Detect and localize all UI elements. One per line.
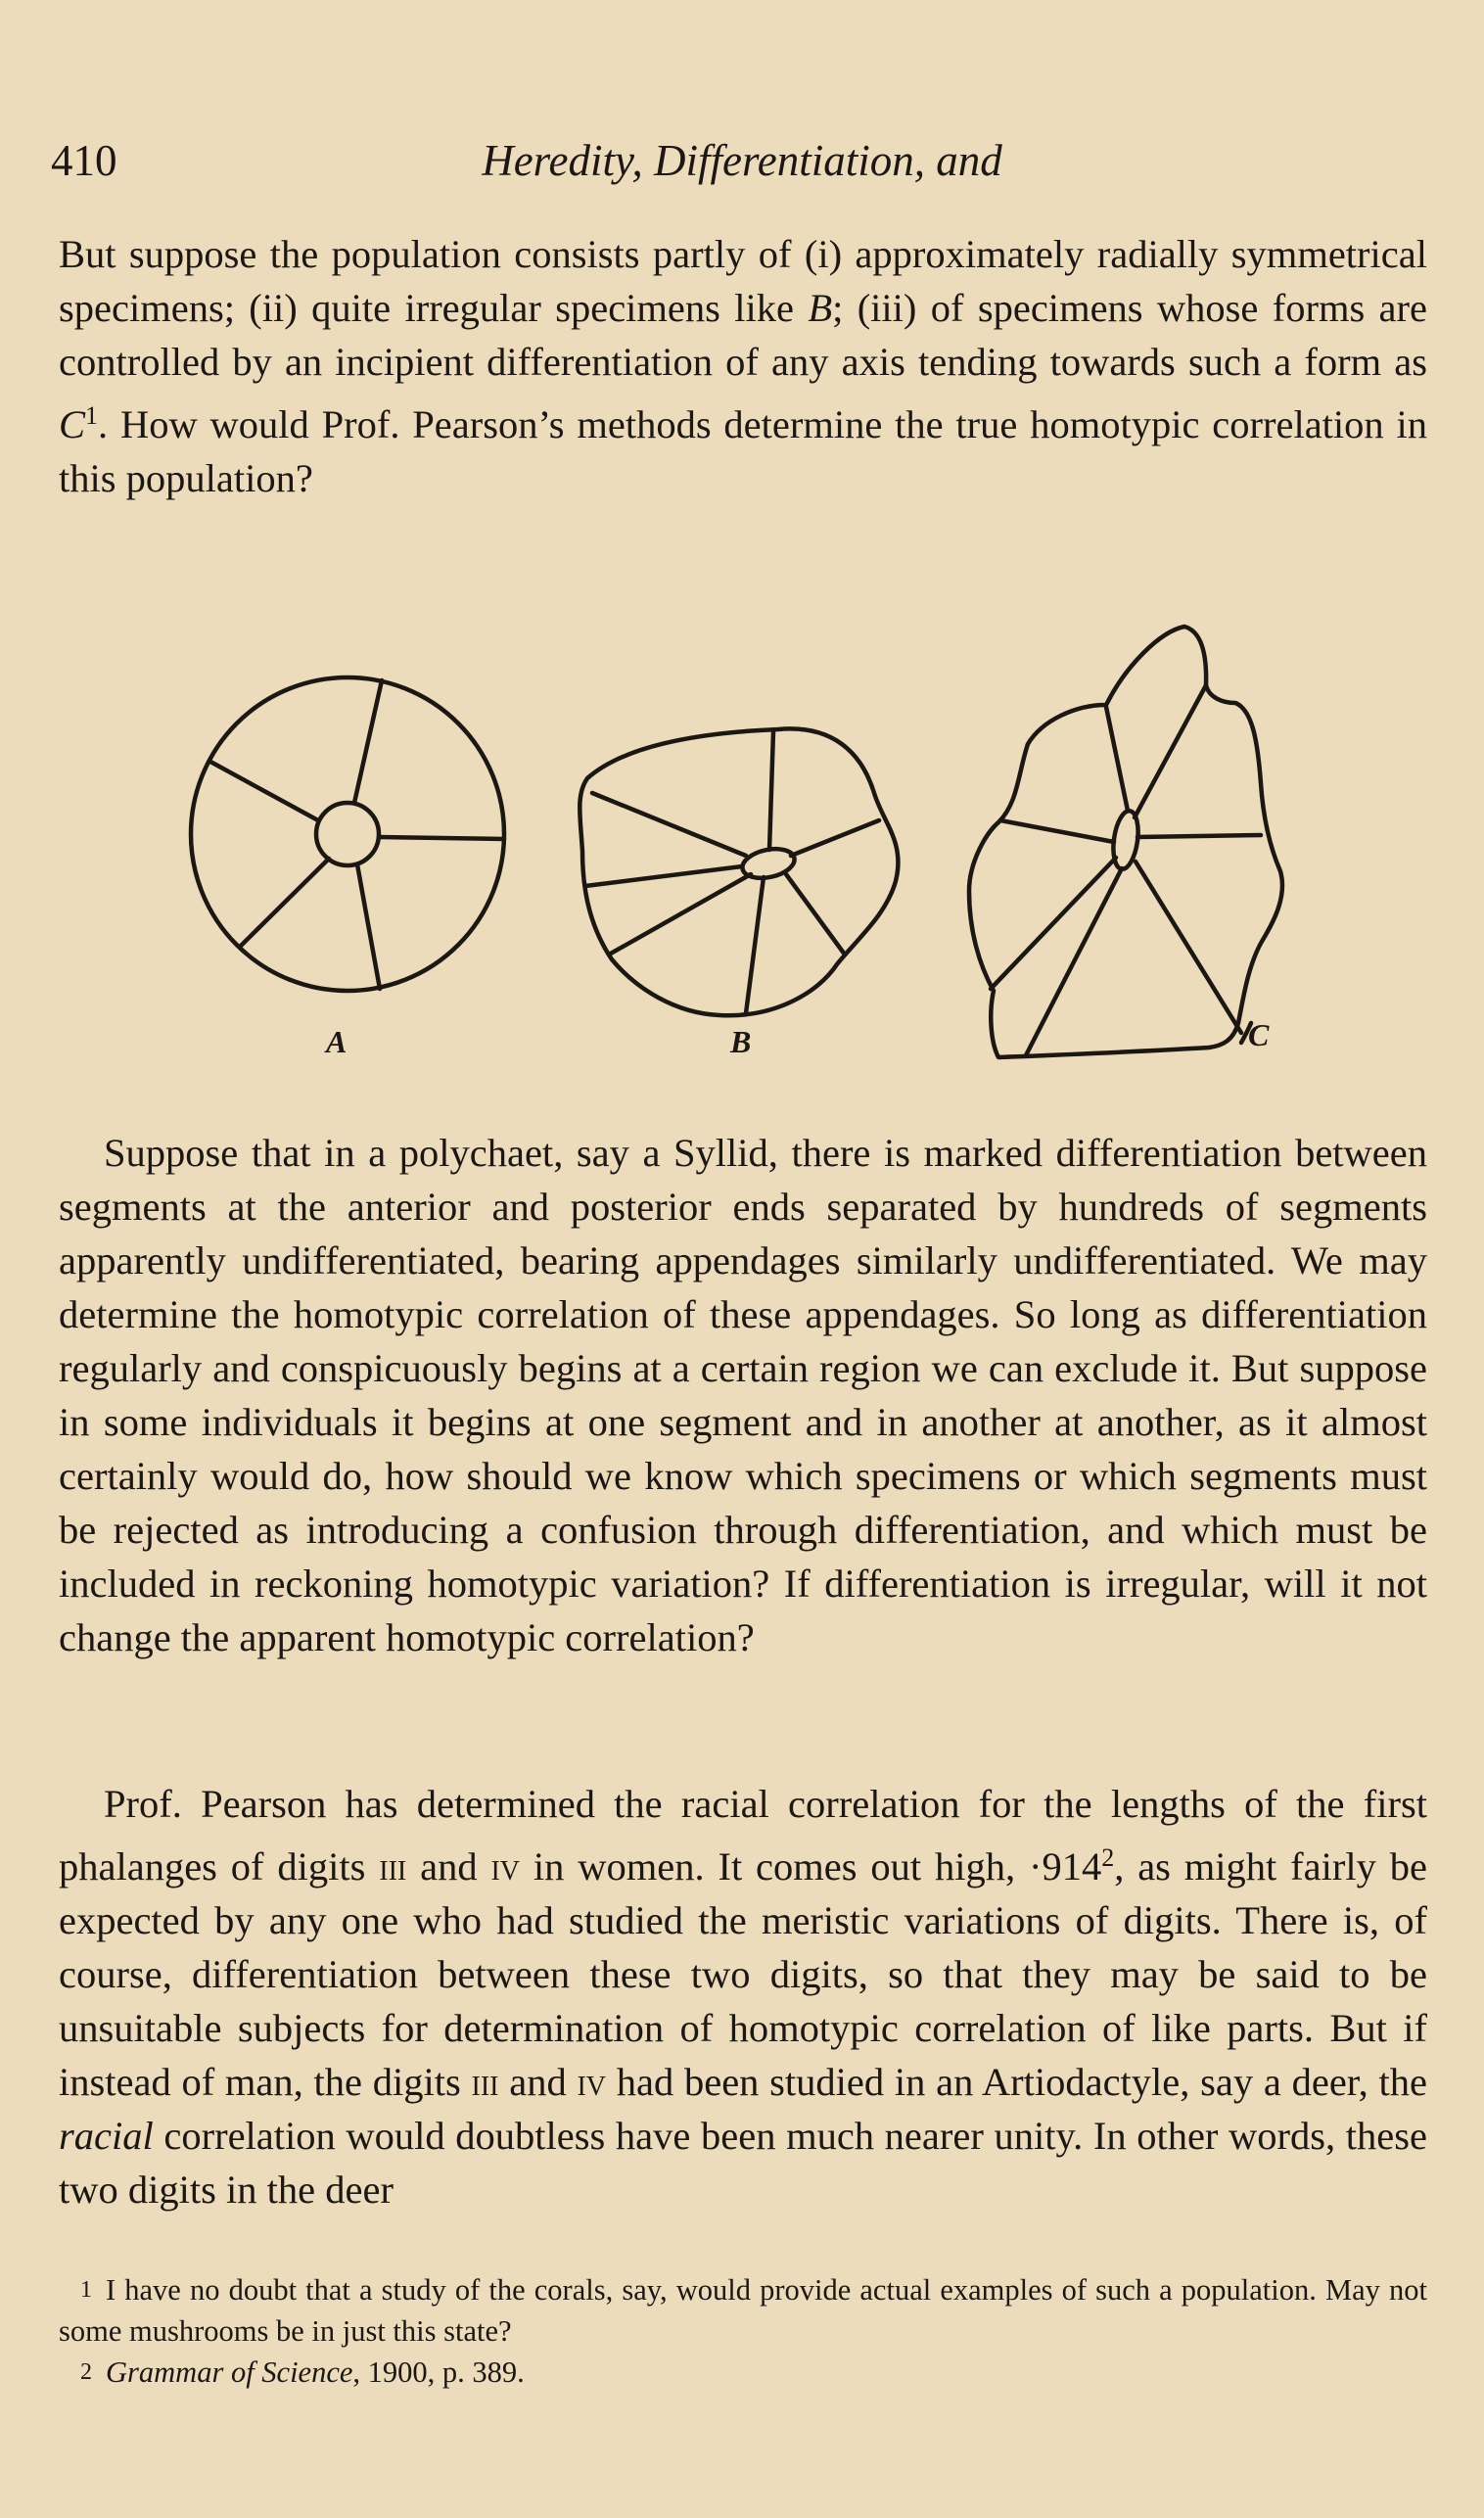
paragraph-2: Suppose that in a polychaet, say a Syllid, there is marked differentiation between segments at the anterior and posterior ends separated by hundreds of segments apparently undifferentiated, bearing appendages similarly undifferentiated. We may determine the homotypic correlation of these appendages. So long as differentiation regularly and conspicuously begins at a certain region we can exclude it. But suppose in some individuals it begins at one segment and in another at another, as it almost certainly would do, how should we know which specimens or which segments must be rejected as introducing a confusion through differentiation, and which must be included in reckoning homotypic variation? If differentiation is irregular, will it not change the apparent homotypic correlation? — [59, 1131, 1427, 1659]
specimen-c-drawing — [969, 627, 1282, 1057]
digit-iv-2: iv — [577, 2060, 607, 2104]
paragraph-1: But suppose the population consists partly of (i) approximately radially symmetrical specimens; (ii) quite irregular specimens like B; (iii) of specimens whose forms are controlled by an incipient differentiation of any axis tending towards such a form as $C^1$. How would Prof. Pearson’s methods determine the true homotypic correlation in this population? — [59, 232, 1427, 500]
footnote-2: 2 Grammar of Science, 1900, p. 389. — [80, 2355, 525, 2389]
page-number: 410 — [51, 136, 117, 185]
footnotes — [59, 2269, 1427, 2393]
specimen-b-drawing — [580, 728, 898, 1015]
label-a: A — [326, 1024, 348, 1059]
digit-iii: iii — [379, 1844, 407, 1888]
digit-iv: iv — [490, 1844, 521, 1888]
footnote-ref-1: 1 — [85, 401, 99, 430]
footnote-ref-2: 2 — [1101, 1843, 1115, 1872]
book-title: Grammar of Science — [106, 2355, 353, 2389]
digit-iii-2: iii — [471, 2060, 499, 2104]
footnote-1: 1 I have no doubt that a study of the corals, say, would provide actual examples of such a population. May not some mushrooms be in just this state? — [59, 2273, 1427, 2348]
label-b: B — [730, 1024, 752, 1059]
specimen-b-ref: B — [808, 286, 833, 330]
racial-emphasis: racial — [59, 2114, 154, 2158]
paragraph-3: Prof. Pearson has determined the racial correlation for the lengths of the first phalanges of digits iii and iv in women. It comes out high, $\cdot 914^2$, as might fairly be expected by any one who had studied the meristic variations of digits. There is, of course, differentiation between these two digits, so that they may be said to be unsuitable subjects for determination of homotypic correlation of like parts. But if instead of man, the digits iii and iv had been studied in an Artiodactyle, say a deer, the racial correlation would doubtless have been much nearer unity. In other words, these two digits in the deer — [59, 1782, 1428, 2212]
label-c: C — [1248, 1017, 1270, 1052]
specimen-a-drawing — [191, 677, 504, 991]
running-title: Heredity, Differentiation, and — [482, 136, 1002, 185]
specimen-figure — [176, 617, 1302, 1067]
specimen-c-ref: C — [59, 402, 86, 446]
page-header — [51, 135, 1433, 194]
